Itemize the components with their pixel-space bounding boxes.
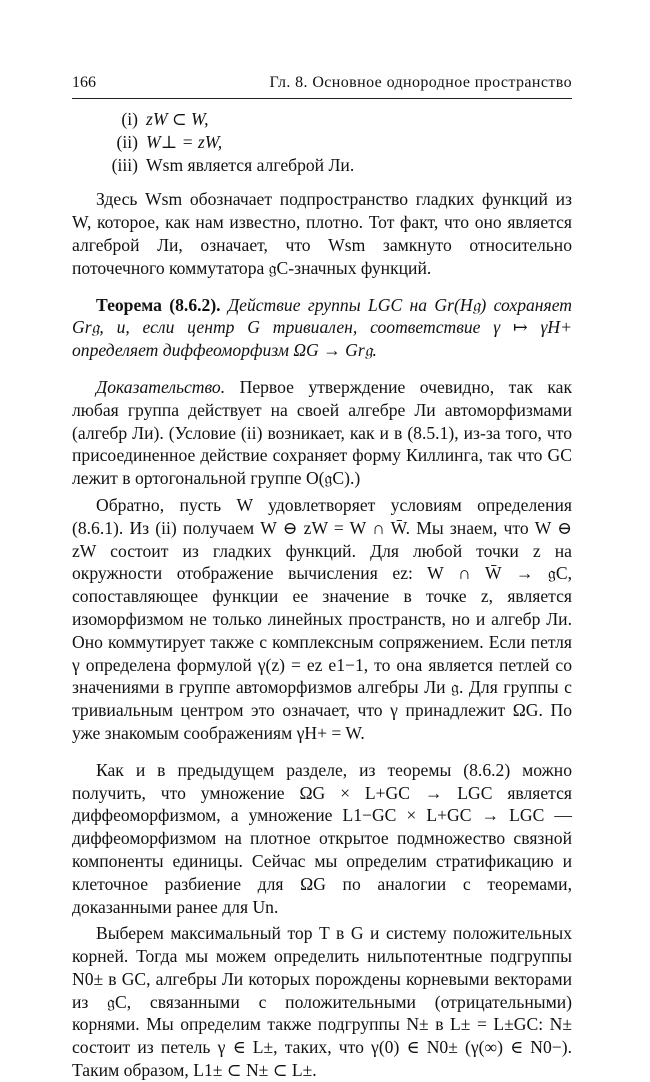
- proof-label: Доказательство.: [96, 376, 226, 397]
- theorem-statement: Действие группы LGC на Gr(H𝔤) сохраняет Gr𝔤, и, если центр G тривиален, соответствие γ ↦ γH+ определяет диффеоморфизм ΩG → Gr𝔤.: [72, 294, 572, 361]
- page-number: 166: [72, 74, 96, 91]
- proof-text: Первое утверждение очевидно, так как любая группа действует на своей алгебре Ли автоморфизмами (алгебр Ли). (Условие (ii) возникает, как и в (8.5.1), из-за того, что присоединенное действие сохраняет форму Киллинга, так что GC лежит в ортогональной группе O(𝔤C).): [72, 376, 572, 489]
- proof-block: [72, 376, 572, 490]
- condition-label: (ii): [116, 131, 138, 152]
- theorem-block: [72, 294, 572, 362]
- paragraph-previous-section: Как и в предыдущем разделе, из теоремы (8.6.2) можно получить, что умножение ΩG × L+GC → LGC является диффеоморфизмом, а умножение L1−GC × L+GC → LGC — диффеоморфизмом на плотное открытое подмножество связной компоненты единицы. Сейчас мы определим стратификацию и клеточное разбиение для ΩG по аналогии с теоремами, доказанными ранее для Un.: [72, 759, 572, 917]
- condition-item: [104, 154, 572, 177]
- conditions-list: [104, 108, 572, 176]
- condition-item: [104, 108, 572, 131]
- paragraph-here: Здесь Wsm обозначает подпространство гладких функций из W, которое, как нам известно, плотно. Тот факт, что оно является алгеброй Ли, означает, что Wsm замкнуто относительно поточечного коммутатора 𝔤C-значных функций.: [72, 189, 572, 278]
- condition-label: (iii): [111, 154, 138, 175]
- paragraph-torus: Выберем максимальный тор T в G и систему положительных корней. Тогда мы можем определить нильпотентные подгруппы N0± в GC, алгебры Ли которых порождены корневыми векторами из 𝔤C, связанными с положительными (отрицательными) корнями. Мы определим также подгруппы N± в L± = L±GC: N± состоит из петель γ ∈ L±, таких, что γ(0) ∈ N0± (γ(∞) ∈ N0−). Таким образом, L1± ⊂ N± ⊂ L±.: [72, 923, 572, 1081]
- condition-text: W⊥ = zW,: [146, 131, 223, 152]
- condition-text: Wsm является алгеброй Ли.: [146, 154, 355, 175]
- condition-item: [104, 131, 572, 154]
- running-title: Гл. 8. Основное однородное пространство: [269, 74, 572, 91]
- condition-label: (i): [121, 109, 138, 129]
- paragraph-conversely: Обратно, пусть W удовлетворяет условиям определения (8.6.1). Из (ii) получаем W ⊖ zW = W ∩ W̄. Мы знаем, что W ⊖ zW состоит из гладких функций. Для любой точки z на окружности отображение вычисления ez: W ∩ W̄ → 𝔤C, сопоставляющее функции ее значение в точке z, является изоморфизмом не только линейных пространств, но и алгебр Ли. Оно коммутирует также с комплексным сопряжением. Если петля γ определена формулой γ(z) = ez e1−1, то она является петлей со значениями в группе автоморфизмов алгебры Ли 𝔤. Для группы с тривиальным центром это означает, что γ принадлежит ΩG. По уже знакомым соображениям γH+ = W.: [72, 494, 572, 743]
- condition-text: zW ⊂ W,: [146, 109, 209, 129]
- header-rule: [72, 98, 572, 99]
- page-body: [72, 108, 572, 1082]
- running-header: [72, 74, 572, 92]
- theorem-title: Теорема (8.6.2).: [96, 294, 221, 315]
